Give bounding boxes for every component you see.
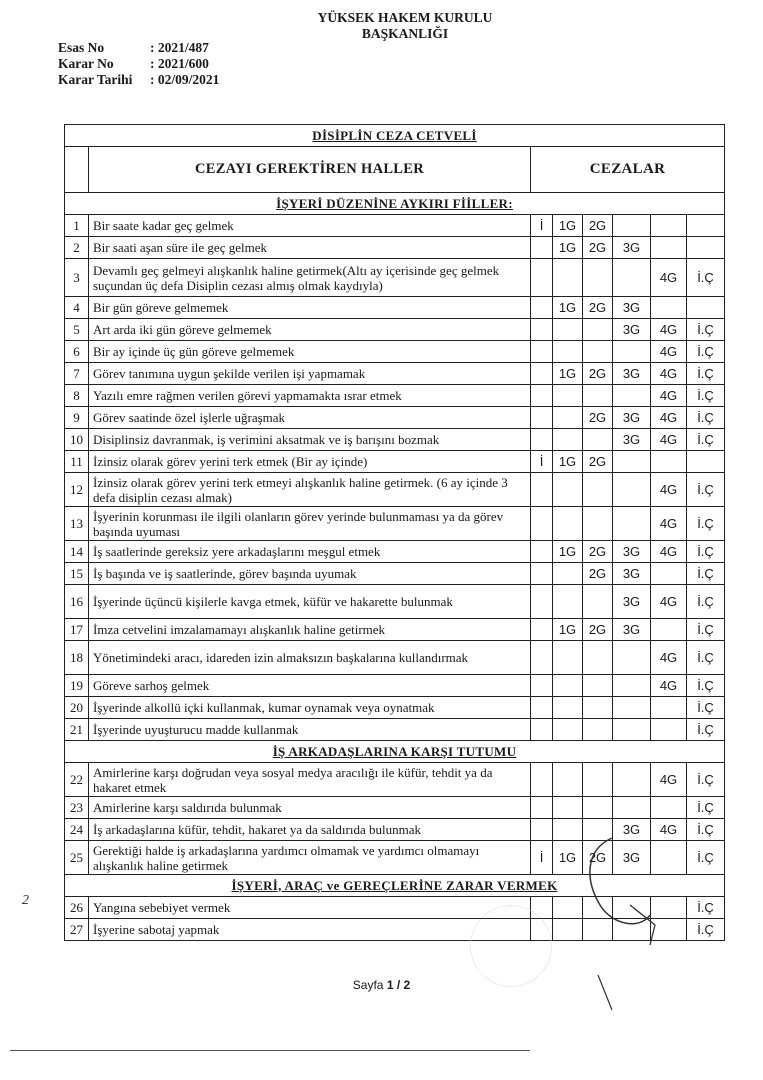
penalty-cell: 4G xyxy=(651,259,687,297)
penalty-cell: 1G xyxy=(553,215,583,237)
violation-description: Görev saatinde özel işlerle uğraşmak xyxy=(89,407,531,429)
row-number: 27 xyxy=(65,919,89,941)
row-number: 5 xyxy=(65,319,89,341)
row-number: 20 xyxy=(65,697,89,719)
row-number: 15 xyxy=(65,563,89,585)
penalty-cell: 3G xyxy=(613,297,651,319)
row-number: 13 xyxy=(65,507,89,541)
penalty-cell: 1G xyxy=(553,451,583,473)
violation-description: Art arda iki gün göreve gelmemek xyxy=(89,319,531,341)
penalty-cell: 1G xyxy=(553,297,583,319)
penalty-cell: 4G xyxy=(651,341,687,363)
penalty-cell: 3G xyxy=(613,585,651,619)
violation-description: İzinsiz olarak görev yerini terk etmek (Bir ay içinde) xyxy=(89,451,531,473)
penalty-cell: 3G xyxy=(613,563,651,585)
violation-description: Bir ay içinde üç gün göreve gelmemek xyxy=(89,341,531,363)
penalty-cell: 3G xyxy=(613,429,651,451)
penalty-cell: 3G xyxy=(613,237,651,259)
penalty-cell: 4G xyxy=(651,585,687,619)
penalty-cell: 3G xyxy=(613,363,651,385)
penalty-cell: 4G xyxy=(651,819,687,841)
penalty-cell: 3G xyxy=(613,541,651,563)
penalty-cell: İ.Ç xyxy=(687,507,725,541)
penalty-cell: İ.Ç xyxy=(687,563,725,585)
row-number: 24 xyxy=(65,819,89,841)
penalty-cell: 1G xyxy=(553,541,583,563)
row-number: 10 xyxy=(65,429,89,451)
penalty-cell: İ.Ç xyxy=(687,585,725,619)
esas-label: Esas No xyxy=(58,40,105,55)
margin-mark: 2 xyxy=(22,893,29,908)
penalty-cell: İ.Ç xyxy=(687,675,725,697)
penalty-cell: 4G xyxy=(651,541,687,563)
penalty-cell: 2G xyxy=(583,407,613,429)
penalty-cell: 2G xyxy=(583,237,613,259)
page-footer xyxy=(0,978,763,992)
row-number: 11 xyxy=(65,451,89,473)
violation-description: İmza cetvelini imzalamamayı alışkanlık haline getirmek xyxy=(89,619,531,641)
violation-description: Göreve sarhoş gelmek xyxy=(89,675,531,697)
penalty-cell: 2G xyxy=(583,619,613,641)
penalty-cell: 2G xyxy=(583,841,613,875)
violation-description: Bir saate kadar geç gelmek xyxy=(89,215,531,237)
penalty-cell: İ.Ç xyxy=(687,363,725,385)
penalty-cell: 4G xyxy=(651,429,687,451)
penalty-cell: İ.Ç xyxy=(687,385,725,407)
signature-stroke xyxy=(590,838,650,924)
penalty-cell: İ.Ç xyxy=(687,719,725,741)
violation-description: İşyerinde uyuşturucu madde kullanmak xyxy=(89,719,531,741)
row-number: 16 xyxy=(65,585,89,619)
penalty-cell: 4G xyxy=(651,675,687,697)
tarih-value: : 02/09/2021 xyxy=(150,72,220,87)
violation-description: İşyerine sabotaj yapmak xyxy=(89,919,531,941)
tarih-label: Karar Tarihi xyxy=(58,72,133,87)
violation-description: Devamlı geç gelmeyi alışkanlık haline getirmek(Altı ay içerisinde geç gelmek suçundan üç defa Disiplin cezası almış olmak kaydıyla) xyxy=(89,259,531,297)
penalty-cell: İ xyxy=(531,451,553,473)
penalty-cell: İ.Ç xyxy=(687,697,725,719)
section-title: İŞYERİ, ARAÇ ve GEREÇLERİNE ZARAR VERMEK xyxy=(65,875,725,897)
row-number: 14 xyxy=(65,541,89,563)
row-number: 22 xyxy=(65,763,89,797)
violation-description: Yönetimindeki aracı, idareden izin almaksızın başkalarına kullandırmak xyxy=(89,641,531,675)
violation-description: İş arkadaşlarına küfür, tehdit, hakaret ya da saldırıda bulunmak xyxy=(89,819,531,841)
penalty-cell: 1G xyxy=(553,363,583,385)
violation-description: İş başında ve iş saatlerinde, görev başında uyumak xyxy=(89,563,531,585)
penalty-cell: İ.Ç xyxy=(687,407,725,429)
penalty-cell: İ.Ç xyxy=(687,763,725,797)
esas-value: : 2021/487 xyxy=(150,40,209,55)
institution-line-2: BAŞKANLIĞI xyxy=(361,26,449,41)
penalty-cell: 4G xyxy=(651,319,687,341)
penalty-cell: İ.Ç xyxy=(687,797,725,819)
penalty-cell: İ.Ç xyxy=(687,429,725,451)
row-number: 2 xyxy=(65,237,89,259)
penalty-cell: 2G xyxy=(583,363,613,385)
row-number: 12 xyxy=(65,473,89,507)
section-title: İŞYERİ DÜZENİNE AYKIRI FİİLLER: xyxy=(65,193,725,215)
penalty-cell: 4G xyxy=(651,407,687,429)
penalty-cell: İ.Ç xyxy=(687,341,725,363)
penalty-cell: 2G xyxy=(583,563,613,585)
penalty-cell: 2G xyxy=(583,297,613,319)
violation-description: İzinsiz olarak görev yerini terk etmeyi alışkanlık haline getirmek. (6 ay içinde 3 defa disiplin cezası almak) xyxy=(89,473,531,507)
row-number: 1 xyxy=(65,215,89,237)
row-number: 25 xyxy=(65,841,89,875)
row-number: 26 xyxy=(65,897,89,919)
violation-description: İşyerinde üçüncü kişilerle kavga etmek, küfür ve hakarette bulunmak xyxy=(89,585,531,619)
row-number: 19 xyxy=(65,675,89,697)
row-number: 3 xyxy=(65,259,89,297)
violation-description: İş saatlerinde gereksiz yere arkadaşlarını meşgul etmek xyxy=(89,541,531,563)
violation-description: Bir saati aşan süre ile geç gelmek xyxy=(89,237,531,259)
institution-line-1: YÜKSEK HAKEM KURULU xyxy=(317,10,493,25)
penalty-cell: İ.Ç xyxy=(687,619,725,641)
violation-description: İşyerinin korunması ile ilgili olanların görev yerinde bulunmaması ya da görev başında uyuması xyxy=(89,507,531,541)
violation-description: Disiplinsiz davranmak, iş verimini aksatmak ve iş barışını bozmak xyxy=(89,429,531,451)
penalty-cell: 4G xyxy=(651,385,687,407)
penalty-cell: 3G xyxy=(613,841,651,875)
row-number: 4 xyxy=(65,297,89,319)
bottom-rule xyxy=(10,1050,530,1051)
violation-description: Bir gün göreve gelmemek xyxy=(89,297,531,319)
col-header-right: CEZALAR xyxy=(531,147,725,193)
penalty-cell: İ.Ç xyxy=(687,897,725,919)
penalty-cell: 2G xyxy=(583,541,613,563)
row-number: 21 xyxy=(65,719,89,741)
penalty-cell: İ.Ç xyxy=(687,841,725,875)
penalty-cell: 1G xyxy=(553,841,583,875)
penalty-cell: 1G xyxy=(553,619,583,641)
penalty-cell: 2G xyxy=(583,215,613,237)
row-number: 8 xyxy=(65,385,89,407)
violation-description: Gerektiği halde iş arkadaşlarına yardımcı olmamak ve yardımcı olmamayı alışkanlık haline getirmek xyxy=(89,841,531,875)
violation-description: Yazılı emre rağmen verilen görevi yapmamakta ısrar etmek xyxy=(89,385,531,407)
penalty-cell: 4G xyxy=(651,473,687,507)
row-number: 9 xyxy=(65,407,89,429)
section-title: İŞ ARKADAŞLARINA KARŞI TUTUMU xyxy=(65,741,725,763)
row-number: 7 xyxy=(65,363,89,385)
penalty-cell: 1G xyxy=(553,237,583,259)
table-title: DİSİPLİN CEZA CETVELİ xyxy=(65,125,725,147)
violation-description: Görev tanımına uygun şekilde verilen işi yapmamak xyxy=(89,363,531,385)
penalty-cell: İ.Ç xyxy=(687,319,725,341)
signature-stroke-2 xyxy=(630,905,655,945)
karar-label: Karar No xyxy=(58,56,114,71)
penalty-cell: İ.Ç xyxy=(687,919,725,941)
penalty-cell: 4G xyxy=(651,363,687,385)
penalty-cell: 3G xyxy=(613,319,651,341)
row-number: 18 xyxy=(65,641,89,675)
row-number: 23 xyxy=(65,797,89,819)
penalty-cell: İ.Ç xyxy=(687,259,725,297)
violation-description: Amirlerine karşı saldırıda bulunmak xyxy=(89,797,531,819)
penalty-cell: İ xyxy=(531,215,553,237)
row-number: 17 xyxy=(65,619,89,641)
violation-description: Amirlerine karşı doğrudan veya sosyal medya aracılığı ile küfür, tehdit ya da hakaret etmek xyxy=(89,763,531,797)
penalty-cell: 4G xyxy=(651,507,687,541)
penalty-cell: İ.Ç xyxy=(687,641,725,675)
violation-description: İşyerinde alkollü içki kullanmak, kumar oynamak veya oynatmak xyxy=(89,697,531,719)
col-header-left: CEZAYI GEREKTİREN HALLER xyxy=(89,147,531,193)
penalty-cell: 3G xyxy=(613,407,651,429)
penalty-cell: 3G xyxy=(613,619,651,641)
penalty-cell: 2G xyxy=(583,451,613,473)
page-number: 1 / 2 xyxy=(386,978,411,992)
penalty-cell: İ.Ç xyxy=(687,541,725,563)
page-prefix: Sayfa xyxy=(352,978,384,992)
violation-description: Yangına sebebiyet vermek xyxy=(89,897,531,919)
penalty-cell: İ.Ç xyxy=(687,819,725,841)
penalty-cell: İ xyxy=(531,841,553,875)
penalty-cell: 4G xyxy=(651,641,687,675)
penalty-cell: 3G xyxy=(613,819,651,841)
penalty-cell: 4G xyxy=(651,763,687,797)
karar-value: : 2021/600 xyxy=(150,56,209,71)
row-number: 6 xyxy=(65,341,89,363)
penalty-cell: İ.Ç xyxy=(687,473,725,507)
